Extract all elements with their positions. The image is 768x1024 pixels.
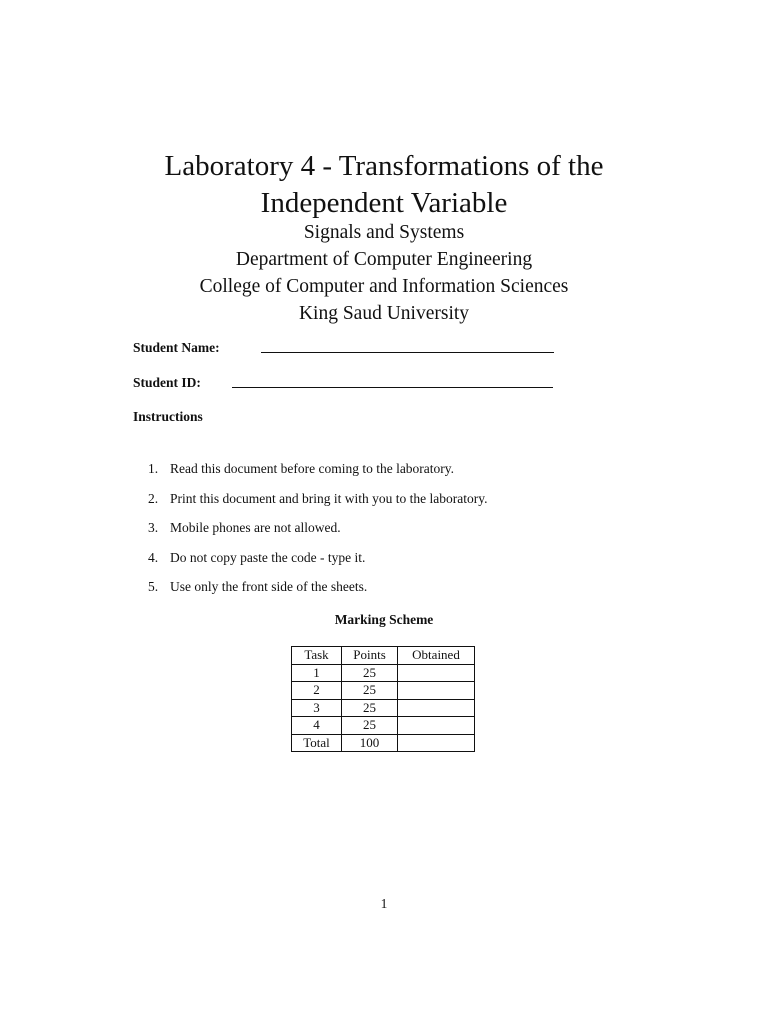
points-cell: 25 (342, 699, 398, 717)
obtained-cell[interactable] (398, 664, 475, 682)
points-cell: 25 (342, 682, 398, 700)
page-number: 1 (380, 896, 388, 911)
list-item: 4. Do not copy paste the code - type it. (148, 549, 366, 565)
obtained-cell[interactable] (398, 734, 475, 752)
subtitle-block (0, 219, 768, 327)
marking-scheme-heading: Marking Scheme (334, 612, 434, 627)
table-row (292, 699, 475, 717)
document-title (0, 148, 768, 222)
list-item: 3. Mobile phones are not allowed. (148, 520, 341, 536)
list-item: 1. Read this document before coming to the laboratory. (148, 461, 455, 476)
college-name: College of Computer and Information Sciences (199, 276, 569, 297)
obtained-cell[interactable] (398, 717, 475, 735)
list-item: 5. Use only the front side of the sheets. (148, 579, 368, 595)
student-name-field (133, 340, 220, 356)
task-cell: 1 (292, 664, 342, 682)
task-cell: 3 (292, 699, 342, 717)
points-cell: 25 (342, 664, 398, 682)
task-cell: Total (292, 734, 342, 752)
department-name: Department of Computer Engineering (235, 249, 533, 270)
table-row (292, 717, 475, 735)
instructions-list (148, 459, 487, 607)
column-header-task: Task (292, 647, 342, 665)
instructions-heading: Instructions (133, 409, 203, 424)
student-name-label: Student Name: (133, 340, 220, 355)
task-cell: 2 (292, 682, 342, 700)
student-id-line[interactable] (232, 387, 553, 388)
points-cell: 25 (342, 717, 398, 735)
course-name: Signals and Systems (303, 222, 465, 243)
obtained-cell[interactable] (398, 699, 475, 717)
table-row (292, 682, 475, 700)
student-name-line[interactable] (261, 352, 554, 353)
title-line-2: Independent Variable (260, 187, 508, 219)
university-name: King Saud University (298, 303, 470, 324)
task-cell: 4 (292, 717, 342, 735)
student-id-field (133, 375, 201, 391)
table-row (292, 664, 475, 682)
table-header-row (292, 647, 475, 665)
marking-scheme-table (291, 646, 475, 752)
student-id-label: Student ID: (133, 375, 201, 390)
column-header-points: Points (342, 647, 398, 665)
points-cell: 100 (342, 734, 398, 752)
obtained-cell[interactable] (398, 682, 475, 700)
title-line-1: Laboratory 4 - Transformations of the (164, 150, 604, 182)
list-item: 2. Print this document and bring it with you to the laboratory. (148, 490, 488, 506)
table-row-total (292, 734, 475, 752)
column-header-obtained: Obtained (398, 647, 475, 665)
